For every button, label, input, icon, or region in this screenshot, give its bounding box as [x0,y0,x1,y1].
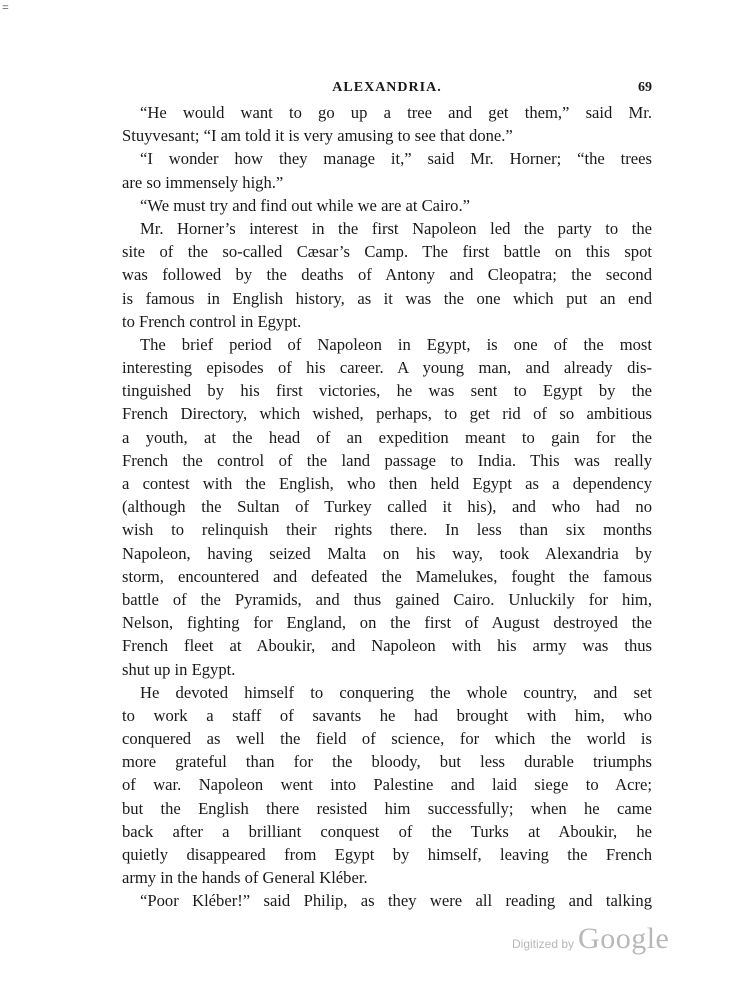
text-line: more grateful than for the bloody, but less durable triumphs [122,752,652,772]
text-line: wish to relinquish their rights there. In less than six months [122,520,652,540]
page-number: 69 [638,80,652,95]
text-line: back after a brilliant conquest of the Turks at Aboukir, he [122,821,652,841]
watermark-prefix: Digitized by [512,937,575,951]
text-line: French fleet at Aboukir, and Napoleon with his army was thus [122,636,652,656]
text-line: Mr. Horner’s interest in the first Napoleon led the party to the [140,218,652,238]
text-line: site of the so-called Cæsar’s Camp. The first battle on this spot [122,242,652,262]
text-line: Nelson, fighting for England, on the first of August destroyed the [122,613,652,633]
text-line: tinguished by his first victories, he was sent to Egypt by the [122,381,652,401]
text-line: “He would want to go up a tree and get them,” said Mr. [140,103,652,122]
text-line: army in the hands of General Kléber. [122,868,368,888]
running-title: ALEXANDRIA. [332,80,442,95]
running-head [122,80,652,102]
text-line: The brief period of Napoleon in Egypt, is one of the most [140,334,652,354]
corner-mark: = [2,0,9,14]
text-line: Stuyvesant; “I am told it is very amusing to see that done.” [122,126,513,146]
text-line: quietly disappeared from Egypt by himself, leaving the French [122,845,652,864]
text-line: shut up in Egypt. [122,659,236,679]
text-line: a contest with the English, who then held Egypt as a dependency [122,474,652,493]
text-line: (although the Sultan of Turkey called it his), and who had no [122,497,652,517]
text-line: “Poor Kléber!” said Philip, as they were all reading and talking [140,891,652,911]
text-line: storm, encountered and defeated the Mamelukes, fought the famous [122,566,652,586]
text-line: a youth, at the head of an expedition meant to gain for the [122,427,652,447]
text-line: French the control of the land passage to India. This was really [122,450,652,470]
text-line: battle of the Pyramids, and thus gained Cairo. Unluckily for him, [122,589,652,609]
text-line: to French control in Egypt. [122,311,302,331]
google-logo: Google [578,922,670,955]
text-line: interesting episodes of his career. A young man, and already dis- [122,358,652,378]
text-line: Napoleon, having seized Malta on his way, took Alexandria by [122,543,652,563]
text-line: of war. Napoleon went into Palestine and laid siege to Acre; [122,775,652,795]
text-line: French Directory, which wished, perhaps, to get rid of so ambitious [122,404,652,424]
watermark [512,922,669,956]
body-text [122,101,652,913]
text-line: was followed by the deaths of Antony and Cleopatra; the second [122,265,652,285]
text-line: He devoted himself to conquering the whole country, and set [140,682,652,702]
text-line: conquered as well the field of science, for which the world is [122,729,652,749]
text-line: is famous in English history, as it was the one which put an end [122,288,652,308]
text-line: “We must try and find out while we are at Cairo.” [140,195,470,215]
text-line: “I wonder how they manage it,” said Mr. Horner; “the trees [140,149,652,169]
text-line: to work a staff of savants he had brought with him, who [122,705,652,725]
text-line: are so immensely high.” [122,172,284,192]
text-line: but the English there resisted him successfully; when he came [122,798,652,818]
